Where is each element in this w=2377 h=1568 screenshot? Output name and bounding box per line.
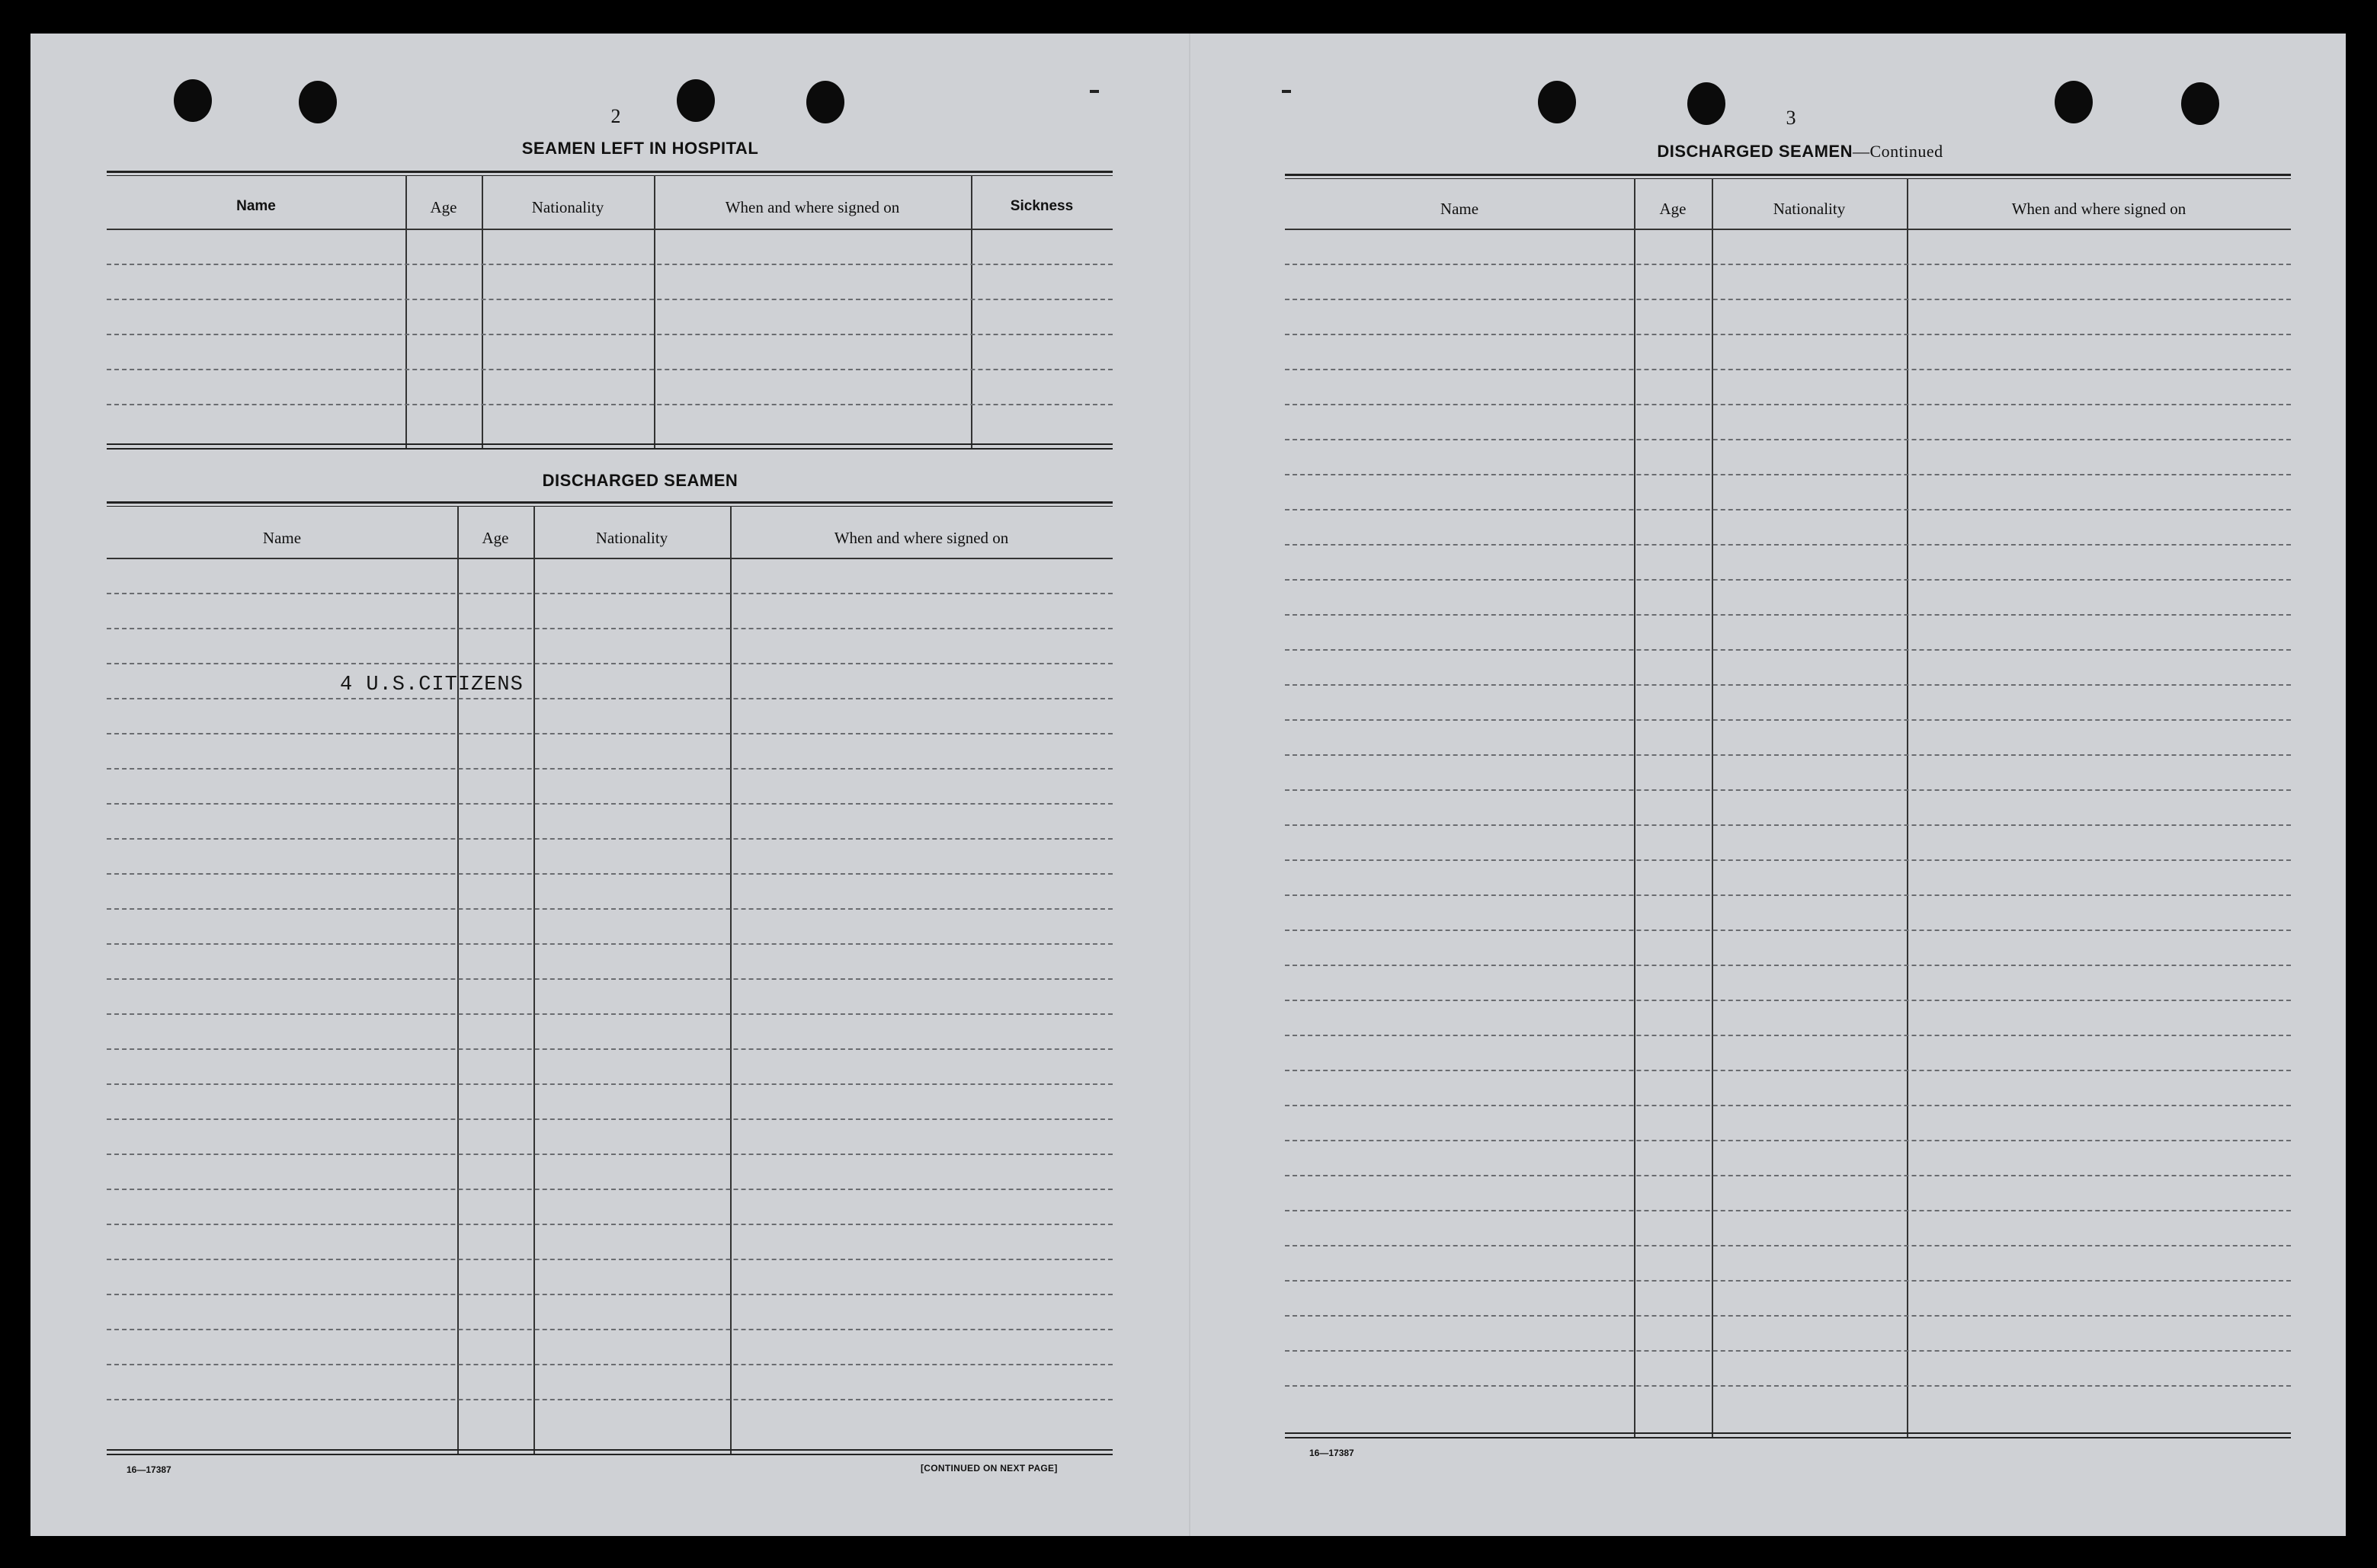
form-row-line xyxy=(107,873,1113,875)
form-row-line xyxy=(107,264,1113,265)
punch-hole xyxy=(2055,81,2093,123)
form-row-line xyxy=(107,698,1113,699)
form-row-line xyxy=(107,943,1113,945)
form-row-line xyxy=(107,1118,1113,1120)
column-header-nationality: Nationality xyxy=(531,198,604,216)
form-row-line xyxy=(1285,509,2291,510)
form-row-line xyxy=(1285,1210,2291,1211)
page-number: 3 xyxy=(1786,107,1796,129)
table-top-rule xyxy=(107,501,1113,507)
form-row-line xyxy=(1285,404,2291,405)
column-divider xyxy=(730,506,732,1454)
form-row-line xyxy=(1285,754,2291,756)
discharged-table xyxy=(107,501,1113,1461)
table-top-rule xyxy=(107,171,1113,176)
page-number: 2 xyxy=(610,105,621,127)
manifest-sheet xyxy=(30,34,2346,1536)
column-divider xyxy=(1907,178,1908,1438)
punch-hole xyxy=(1538,81,1576,123)
form-code: 16—17387 xyxy=(127,1464,171,1475)
table-bottom-rule xyxy=(1285,1432,2291,1438)
form-row-line xyxy=(1285,824,2291,826)
form-row-line xyxy=(107,334,1113,335)
form-row-line xyxy=(107,593,1113,594)
form-row-line xyxy=(1285,965,2291,966)
column-header-age: Age xyxy=(430,198,457,216)
hospital-section-title: SEAMEN LEFT IN HOSPITAL xyxy=(521,139,759,158)
form-row-line xyxy=(107,978,1113,980)
form-row-line xyxy=(1285,334,2291,335)
form-row-line xyxy=(107,369,1113,370)
form-row-line xyxy=(1285,1105,2291,1106)
column-divider xyxy=(1712,178,1713,1438)
column-header-age: Age xyxy=(482,529,509,547)
form-row-line xyxy=(1285,544,2291,546)
form-row-line xyxy=(1285,474,2291,475)
form-row-line xyxy=(107,1083,1113,1085)
form-row-line xyxy=(1285,1035,2291,1036)
form-row-line xyxy=(1285,789,2291,791)
column-header-signed-on: When and where signed on xyxy=(2011,200,2186,218)
hospital-table xyxy=(107,171,1113,453)
column-header-name: Name xyxy=(236,198,276,214)
form-row-line xyxy=(1285,579,2291,581)
form-row-line xyxy=(1285,1350,2291,1352)
form-row-line xyxy=(1285,1315,2291,1317)
form-code: 16—17387 xyxy=(1309,1448,1354,1458)
punch-hole xyxy=(2181,82,2219,125)
header-rule xyxy=(107,229,1113,230)
form-row-line xyxy=(1285,1140,2291,1141)
continued-note: [CONTINUED ON NEXT PAGE] xyxy=(921,1463,1058,1474)
section-title xyxy=(1419,142,2181,162)
typed-entry: 4 U.S.CITIZENS xyxy=(340,674,524,696)
table-bottom-rule xyxy=(107,1449,1113,1455)
column-header-nationality: Nationality xyxy=(1773,200,1846,218)
form-row-line xyxy=(1285,684,2291,686)
column-divider xyxy=(457,506,459,1454)
speck xyxy=(1282,90,1291,93)
column-divider xyxy=(1634,178,1635,1438)
section-title-continued: —Continued xyxy=(1852,142,1943,161)
form-row-line xyxy=(107,1399,1113,1400)
form-row-line xyxy=(107,1259,1113,1260)
form-row-line xyxy=(107,299,1113,300)
form-row-line xyxy=(107,1154,1113,1155)
form-row-line xyxy=(1285,299,2291,300)
form-row-line xyxy=(1285,930,2291,931)
column-header-signed-on: When and where signed on xyxy=(725,198,900,216)
form-row-line xyxy=(107,1013,1113,1015)
form-row-line xyxy=(107,1048,1113,1050)
form-row-line xyxy=(1285,719,2291,721)
form-row-line xyxy=(1285,1280,2291,1282)
form-row-line xyxy=(107,908,1113,910)
column-header-age: Age xyxy=(1659,200,1687,218)
discharged-section-title: DISCHARGED SEAMEN xyxy=(542,471,738,490)
form-row-line xyxy=(107,1189,1113,1190)
form-row-line xyxy=(1285,439,2291,440)
form-row-line xyxy=(107,628,1113,629)
form-row-line xyxy=(1285,369,2291,370)
form-row-line xyxy=(1285,1000,2291,1001)
form-row-line xyxy=(1285,859,2291,861)
punch-hole xyxy=(299,81,337,123)
section-title-main: DISCHARGED SEAMEN xyxy=(1657,142,1853,161)
form-row-line xyxy=(107,733,1113,734)
form-row-line xyxy=(1285,894,2291,896)
form-row-line xyxy=(107,768,1113,770)
form-row-line xyxy=(107,1364,1113,1365)
form-row-line xyxy=(1285,1175,2291,1176)
form-row-line xyxy=(107,1294,1113,1295)
table-top-rule xyxy=(1285,174,2291,179)
form-row-line xyxy=(107,404,1113,405)
header-rule xyxy=(1285,229,2291,230)
column-divider xyxy=(971,175,972,450)
form-row-line xyxy=(107,1224,1113,1225)
column-header-name: Name xyxy=(262,529,302,547)
punch-hole xyxy=(677,79,715,122)
table-bottom-rule xyxy=(107,443,1113,450)
header-rule xyxy=(107,558,1113,559)
form-row-line xyxy=(107,803,1113,805)
form-row-line xyxy=(1285,614,2291,616)
form-row-line xyxy=(1285,1385,2291,1387)
form-row-line xyxy=(1285,1245,2291,1246)
form-row-line xyxy=(1285,264,2291,265)
right-page xyxy=(1189,34,2347,1536)
column-header-sickness: Sickness xyxy=(1010,198,1074,214)
column-header-signed-on: When and where signed on xyxy=(834,529,1009,547)
discharged-continued-table xyxy=(1285,174,2291,1454)
form-row-line xyxy=(1285,649,2291,651)
column-divider xyxy=(533,506,535,1454)
punch-hole xyxy=(806,81,844,123)
left-page xyxy=(30,34,1189,1536)
punch-hole xyxy=(174,79,212,122)
column-header-nationality: Nationality xyxy=(595,529,668,547)
form-row-line xyxy=(107,663,1113,664)
column-header-name: Name xyxy=(1440,200,1479,218)
form-row-line xyxy=(1285,1070,2291,1071)
punch-hole xyxy=(1687,82,1725,125)
form-row-line xyxy=(107,838,1113,840)
speck xyxy=(1090,90,1099,93)
form-row-line xyxy=(107,1329,1113,1330)
